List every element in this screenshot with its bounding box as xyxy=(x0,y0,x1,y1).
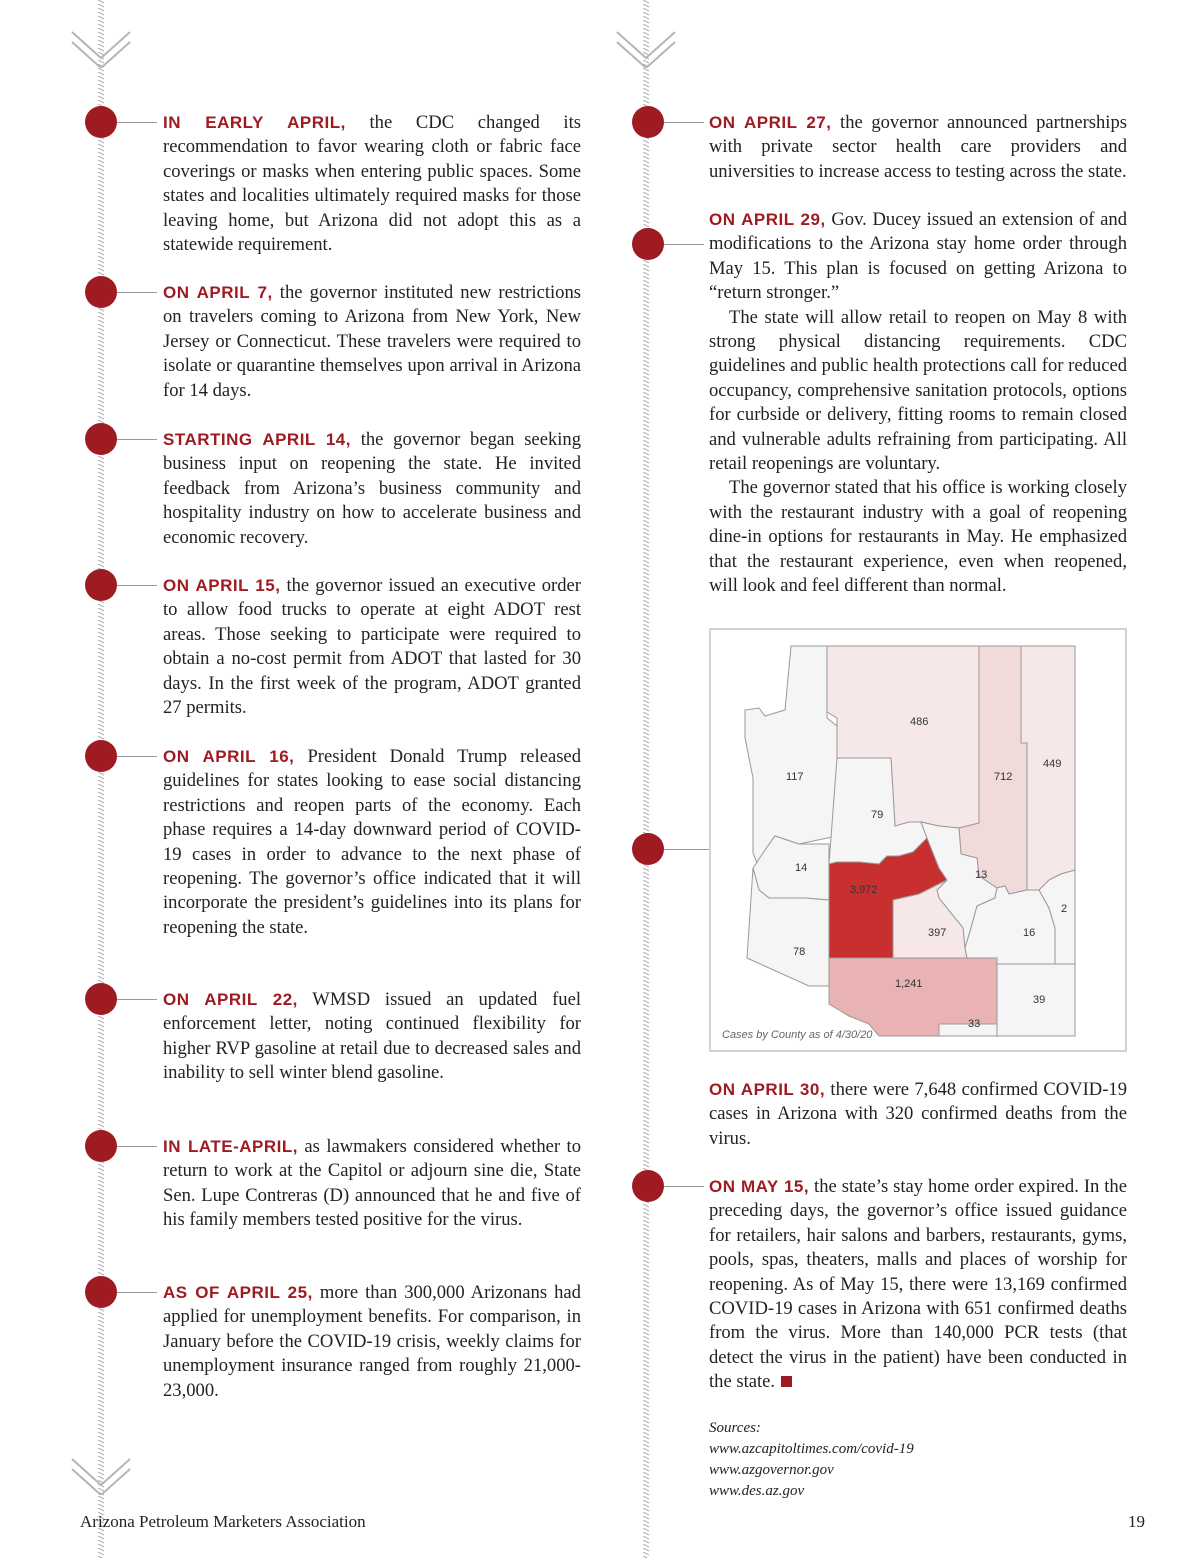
source-link[interactable]: www.des.az.gov xyxy=(709,1483,805,1499)
timeline-connector xyxy=(117,1292,157,1293)
county-label-santacruz: 33 xyxy=(968,1018,981,1030)
sources-block xyxy=(709,1418,914,1502)
county-label-navajo: 712 xyxy=(994,771,1013,783)
timeline-entry-may-15 xyxy=(709,1175,1127,1395)
entry-date: ON APRIL 27, xyxy=(709,113,832,132)
timeline-dot xyxy=(85,740,117,772)
entry-text: the governor issued an executive order to allow food trucks to operate at eight ADOT rest areas. Those seeking to participate were required to obtain a no-cost permit from ADOT that lasted for 30 days. In the first week of the program, ADOT granted 27 permits. xyxy=(163,575,581,719)
timeline-entry-april-14 xyxy=(163,428,581,550)
page-number: 19 xyxy=(1128,1512,1145,1531)
timeline-connector xyxy=(664,244,704,245)
timeline-connector xyxy=(117,756,157,757)
end-of-article-mark xyxy=(781,1376,792,1387)
timeline-dot xyxy=(85,276,117,308)
timeline-entry-april-22 xyxy=(163,988,581,1086)
county-label-cochise: 39 xyxy=(1033,994,1046,1006)
map-caption: Cases by County as of 4/30/20 xyxy=(722,1029,873,1041)
timeline-connector xyxy=(664,1186,704,1187)
timeline-dot xyxy=(85,1276,117,1308)
footer-publisher: Arizona Petroleum Marketers Association xyxy=(80,1512,366,1531)
timeline-connector xyxy=(117,122,157,123)
timeline-entry-april-16 xyxy=(163,745,581,940)
timeline-dot xyxy=(632,228,664,260)
entry-text: the governor announced partnerships with private sector health care providers and universities to increase access to testing across the state. xyxy=(709,112,1128,182)
timeline-entry-april-7 xyxy=(163,281,581,403)
entry-text: more than 300,000 Arizonans had applied for unemployment benefits. For comparison, in January before the COVID-19 crisis, weekly claims for unemployment insurance ranged from roughly 21,000-23,000. xyxy=(163,1282,581,1401)
timeline-dot xyxy=(85,423,117,455)
entry-date: AS OF APRIL 25, xyxy=(163,1283,313,1302)
entry-date: IN EARLY APRIL, xyxy=(163,113,346,132)
county-mohave xyxy=(745,646,837,868)
county-label-lapaz: 14 xyxy=(795,862,808,874)
timeline-entry-late-april xyxy=(163,1135,581,1233)
county-label-pima: 1,241 xyxy=(895,978,923,990)
entry-date: ON APRIL 29, xyxy=(709,210,826,229)
timeline-dot xyxy=(85,983,117,1015)
entry-text: the CDC changed its recommendation to favor wearing cloth or fabric face coverings or masks when entering public spaces. Some states and localities ultimately required masks for those leaving home, but Arizona did not adopt this as a statewide requirement. xyxy=(163,112,581,256)
entry-date: ON APRIL 7, xyxy=(163,283,273,302)
entry-date: ON APRIL 15, xyxy=(163,576,281,595)
entry-text: there were 7,648 confirmed COVID-19 cases in Arizona with 320 confirmed deaths from the virus. xyxy=(709,1079,1127,1149)
county-label-gila: 13 xyxy=(975,869,988,881)
entry-text: the state’s stay home order expired. In the preceding days, the governor’s office issued guidance for retailers, hair salons and barbers, restaurants, gyms, pools, spas, theaters, malls and places of worship for reopening. As of May 15, there were 13,169 confirmed COVID-19 cases in Arizona with 651 confirmed deaths from the virus. More than 140,000 PCR tests (that detect the virus in the patient) have been conducted in the state. xyxy=(709,1176,1127,1393)
entry-text: Gov. Ducey issued an extension of and modifications to the Arizona stay home order through May 15. This plan is focused on getting Arizona to “return stronger.” xyxy=(709,209,1127,304)
timeline-line-left xyxy=(98,0,104,1558)
entry-date: ON APRIL 30, xyxy=(709,1080,826,1099)
county-label-maricopa: 3,972 xyxy=(850,884,878,896)
timeline-entry-april-30 xyxy=(709,1078,1127,1151)
chevron-ornament-top-right xyxy=(615,28,677,68)
entry-date: STARTING APRIL 14, xyxy=(163,430,351,449)
timeline-connector xyxy=(117,999,157,1000)
arizona-county-map xyxy=(709,628,1127,1052)
chevron-ornament-bottom-left xyxy=(70,1455,132,1495)
entry-text: the governor instituted new restrictions on travelers coming to Arizona from New York, New Jersey or Connecticut. These travelers were required to isolate or quarantine themselves upon arrival in Arizona for 14 days. xyxy=(163,282,582,401)
entry-paragraph: The state will allow retail to reopen on May 8 with strong physical distancing requirements. CDC guidelines and public health protections call for reduced occupancy, comprehensive sanitation protocols, options for curbside or delivery, fitting rooms to remain closed and vulnerable adults refraining from participating. All retail reopenings are voluntary. xyxy=(709,306,1127,475)
county-label-mohave: 117 xyxy=(786,771,804,783)
timeline-connector xyxy=(117,1146,157,1147)
timeline-connector xyxy=(664,122,704,123)
timeline-entry-april-29 xyxy=(709,208,1127,599)
county-label-greenlee: 2 xyxy=(1061,903,1068,915)
entry-date: ON MAY 15, xyxy=(709,1177,810,1196)
timeline-entry-april-27 xyxy=(709,111,1127,184)
county-label-apache: 449 xyxy=(1043,758,1062,770)
timeline-entry-april-25 xyxy=(163,1281,581,1403)
timeline-dot xyxy=(632,106,664,138)
timeline-connector xyxy=(117,585,157,586)
county-label-yuma: 78 xyxy=(793,946,806,958)
source-link[interactable]: www.azgovernor.gov xyxy=(709,1462,834,1478)
timeline-dot xyxy=(85,569,117,601)
timeline-dot xyxy=(85,1130,117,1162)
sources-heading: Sources: xyxy=(709,1420,761,1436)
county-label-pinal: 397 xyxy=(928,927,947,939)
source-link[interactable]: www.azcapitoltimes.com/covid-19 xyxy=(709,1441,914,1457)
entry-date: ON APRIL 22, xyxy=(163,990,298,1009)
timeline-dot xyxy=(85,106,117,138)
timeline-dot xyxy=(632,1170,664,1202)
timeline-connector xyxy=(117,292,157,293)
entry-text: President Donald Trump released guidelines for states looking to ease social distancing restrictions and reopen parts of the economy. Each phase requires a 14-day downward period of COVID-19 cases in order to advance to the next phase of reopening. The governor’s office indicated that it will incorporate the president’s guidelines into its plans for reopening the state. xyxy=(163,746,581,938)
county-label-coconino: 486 xyxy=(910,716,929,728)
timeline-connector xyxy=(664,849,709,850)
county-label-yavapai: 79 xyxy=(871,809,884,821)
entry-date: ON APRIL 16, xyxy=(163,747,295,766)
entry-text: the governor began seeking business input on reopening the state. He invited feedback from Arizona’s business community and hospitality industry on how to accelerate business and economic recovery. xyxy=(163,429,581,548)
chevron-ornament-top-left xyxy=(70,28,132,68)
entry-text: as lawmakers considered whether to return to work at the Capitol or adjourn sine die, State Sen. Lupe Contreras (D) announced that he and five of his family members tested positive for the virus. xyxy=(163,1136,581,1231)
entry-paragraph: The governor stated that his office is working closely with the restaurant industry with a goal of reopening dine-in options for restaurants in May. He emphasized that the restaurant experience, even when reopened, will look and feel different than normal. xyxy=(709,477,1127,597)
entry-date: IN LATE-APRIL, xyxy=(163,1137,298,1156)
timeline-entry-april-15 xyxy=(163,574,581,720)
county-label-graham: 16 xyxy=(1023,927,1036,939)
entry-text: WMSD issued an updated fuel enforcement letter, noting continued flexibility for higher RVP gasoline at retail due to decreased sales and inability to sell winter blend gasoline. xyxy=(163,989,582,1084)
timeline-dot xyxy=(632,833,664,865)
timeline-entry-early-april xyxy=(163,111,581,257)
timeline-connector xyxy=(117,439,157,440)
